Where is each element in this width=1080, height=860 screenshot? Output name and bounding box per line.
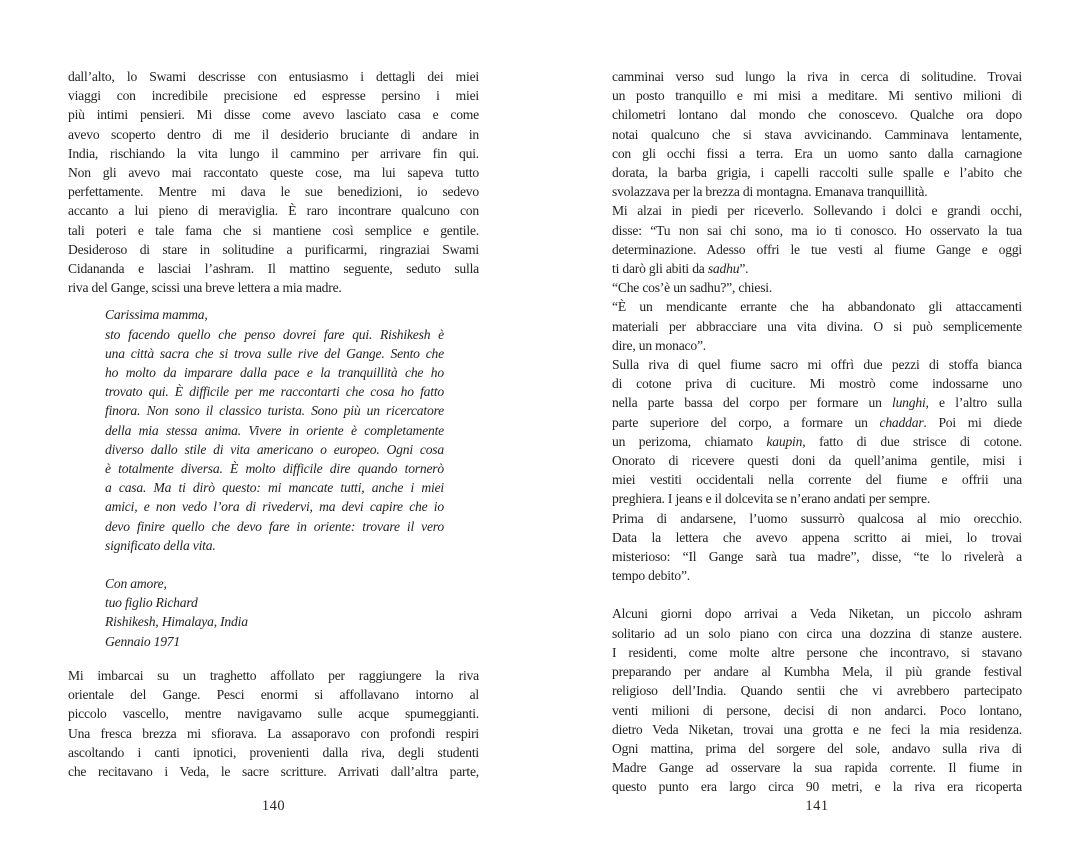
text-line: dietro Veda Niketan, trovai una grotta e ne feci la mia residenza. [612,721,1022,737]
text-line: viaggi con incredibile precisione ed espresse persino i miei [68,88,479,104]
text-line: Madre Gange ad osservare la sua rapida corrente. Il fiume in [612,760,1022,776]
text-line: camminai verso sud lungo la riva in cerca di solitudine. Trovai [612,69,1022,84]
text-line: ascoltando i canti ipnotici, provenienti dalla riva, degli studenti [68,744,479,760]
text-line: tempo debito”. [612,568,690,584]
text-line: Desideroso di stare in solitudine a purificarmi, ringraziai Swami [68,241,479,257]
text-line: sto facendo quello che penso dovrei fare qui. Rishikesh è [105,326,444,342]
text-line: Onorato di ricevere questi doni da quell’anima gentile, misi i [612,453,1022,469]
text-line: Non gli avevo mai raccontato queste cose, ma lui sapeva tutto [68,165,479,181]
text-line: perfettamente. Mentre mi dava le sue benedizioni, io sedevo [68,184,479,200]
text-line: miei vestiti occidentali nella corrente del fiume e offrii una [612,472,1022,488]
text-line: dall’alto, lo Swami descrisse con entusiasmo i dettagli dei miei [68,69,479,84]
text-line: Carissima mamma, [105,307,208,323]
text-line: con gli occhi fissi a terra. Era un uomo santo dalla carnagione [612,145,1022,161]
text-line: nella parte bassa del corpo per formare un lunghi, e l’altro sulla [612,395,1022,411]
text-line: dorata, la barba grigia, i capelli raccolti sulle spalle e l’abito che [612,165,1022,181]
text-line: preparando per andare al Kumbha Mela, il più grande festival [612,664,1022,680]
paragraph [612,278,1022,297]
text-line: religioso dell’India. Quando sentii che vi avrebbero partecipato [612,683,1022,699]
text-line: un perizoma, chiamato kaupin, fatto di due strisce di cotone. [612,433,1022,449]
text-line: Data la lettera che avevo appena scritto ai miei, lo trovai [612,529,1022,545]
page-140-text-column [68,67,479,781]
paragraph [612,355,1022,509]
text-line: una città sacra che si trova sulle rive del Gange. Sento che [105,345,444,361]
text-line: accanto a lui pieno di meraviglia. È raro incontrare qualcuno con [68,203,479,219]
text-line: Una fresca brezza mi sfiorava. La assaporavo con profondi respiri [68,725,479,741]
text-line: devo finire quello che devo fare in oriente: trovare il vero [105,518,444,534]
text-line: che recitavano i Veda, le sacre scritture. Arrivati dall’altra parte, [68,763,479,779]
page-number-right: 141 [805,798,829,814]
text-line: ho molto da imparare dalla pace e la tranquillità che ho [105,365,444,381]
text-line: preghiera. I jeans e il dolcevita se n’erano andati per sempre. [612,491,931,507]
text-line: riva del Gange, scissi una breve lettera a mia madre. [68,280,342,296]
text-line: parte superiore del corpo, a formare un chaddar. Poi mi diede [612,414,1023,430]
text-line: Cidananda e lasciai l’ashram. Il mattino seguente, seduto sulla [68,261,479,277]
text-line: avevo scoperto dentro di me il desiderio bruciante di andare in [68,126,479,142]
page-141-text-column [612,67,1022,797]
text-line: India, rischiando la vita lungo il cammino per arrivare fin qui. [68,145,479,161]
text-line: disse: “Tu non sai chi sono, ma io ti conosco. Ho osservato la tua [612,222,1022,238]
text-line: è totalmente diversa. È molto difficile dire quando tornerò [105,461,444,477]
paragraph [612,201,1022,278]
text-line: I residenti, come molte altre persone che incontravo, si stavano [612,644,1022,660]
text-line: Mi imbarcai su un traghetto affollato per raggiungere la riva [68,667,479,683]
text-line: solitario ad un solo piano con circa una dozzina di stanze austere. [612,625,1022,641]
text-line: ti darò gli abiti da sadhu”. [612,261,749,277]
text-line: misterioso: “Il Gange sarà tua madre”, disse, “te lo rivelerà a [612,549,1022,565]
text-line: dire, un monaco”. [612,337,706,353]
text-line: Gennaio 1971 [105,633,181,649]
page-number-left: 140 [261,798,286,814]
text-line: questo punto era largo circa 90 metri, e la riva era ricoperta [612,779,1022,795]
text-line: chilometri lontano dal mondo che conoscevo. Qualche ora dopo [612,107,1022,123]
text-line: Mi alzai in piedi per riceverlo. Sollevando i dolci e grandi occhi, [612,203,1022,219]
text-line: tali poteri e tale fama che si mantiene così semplice e gentile. [68,222,479,238]
text-line: Con amore, [105,576,167,592]
text-line: Alcuni giorni dopo arrivai a Veda Niketan, un piccolo ashram [612,606,1022,622]
text-line: “Che cos’è un sadhu?”, chiesi. [612,280,773,296]
text-line: di cotone priva di cuciture. Mi mostrò come indossarne uno [612,376,1022,392]
text-line: della mia stessa anima. Vivere in oriente è completamente [105,422,444,438]
paragraph [68,67,479,297]
text-line: “È un mendicante errante che ha abbandonato gli attaccamenti [612,299,1022,315]
text-line: Rishikesh, Himalaya, India [105,614,248,630]
paragraph [612,297,1022,355]
text-line: un posto tranquillo e mi misi a meditare. Mi sentivo milioni di [612,88,1022,104]
text-line: orientale del Gange. Pesci enormi si affollavano intorno al [68,687,479,703]
text-line: finora. Non sono il classico turista. Sono più un ricercatore [105,403,444,419]
paragraph [68,666,479,781]
text-line: svolazzava per la brezza di montagna. Emanava tranquillità. [612,184,928,200]
letter-block [105,305,444,324]
text-line: Sulla riva di quel fiume sacro mi offrì due pezzi di stoffa bianca [612,357,1022,373]
text-line: venti milioni di persone, decisi di non andarci. Poco lontano, [612,702,1022,718]
signature-block [105,574,444,651]
paragraph [612,509,1022,586]
text-line: significato della vita. [105,537,216,553]
text-line: Prima di andarsene, l’uomo sussurrò qualcosa al mio orecchio. [612,510,1022,526]
text-line: tuo figlio Richard [105,595,198,611]
paragraph [612,67,1022,201]
text-line: determinazione. Adesso offri le tue vesti al fiume Gange e oggi [612,241,1022,257]
text-line: trovato qui. È difficile per me raccontarti che cosa ho fatto [105,384,444,400]
letter-block [105,325,444,555]
text-line: Ogni mattina, prima del sorgere del sole, andavo sulla riva di [612,740,1022,756]
text-line: a casa. Ma ti dirò questo: mi mancate tutti, anche i miei [105,480,444,496]
text-line: diverso dallo stile di vita americano o europeo. Ogni cosa [105,441,444,457]
text-line: piccolo vascello, mentre navigavamo sulle acque spumeggianti. [68,706,479,722]
text-line: materiali per abbracciare una vita divina. O si può semplicemente [612,318,1022,334]
text-line: notai qualcuno che si stava avvicinando. Camminava lentamente, [612,126,1022,142]
paragraph [612,604,1022,796]
text-line: amici, e non vedo l’ora di rivedervi, ma devi capire che io [105,499,444,515]
text-line: più intimi pensieri. Mi disse come avevo lasciato casa e come [68,107,479,123]
